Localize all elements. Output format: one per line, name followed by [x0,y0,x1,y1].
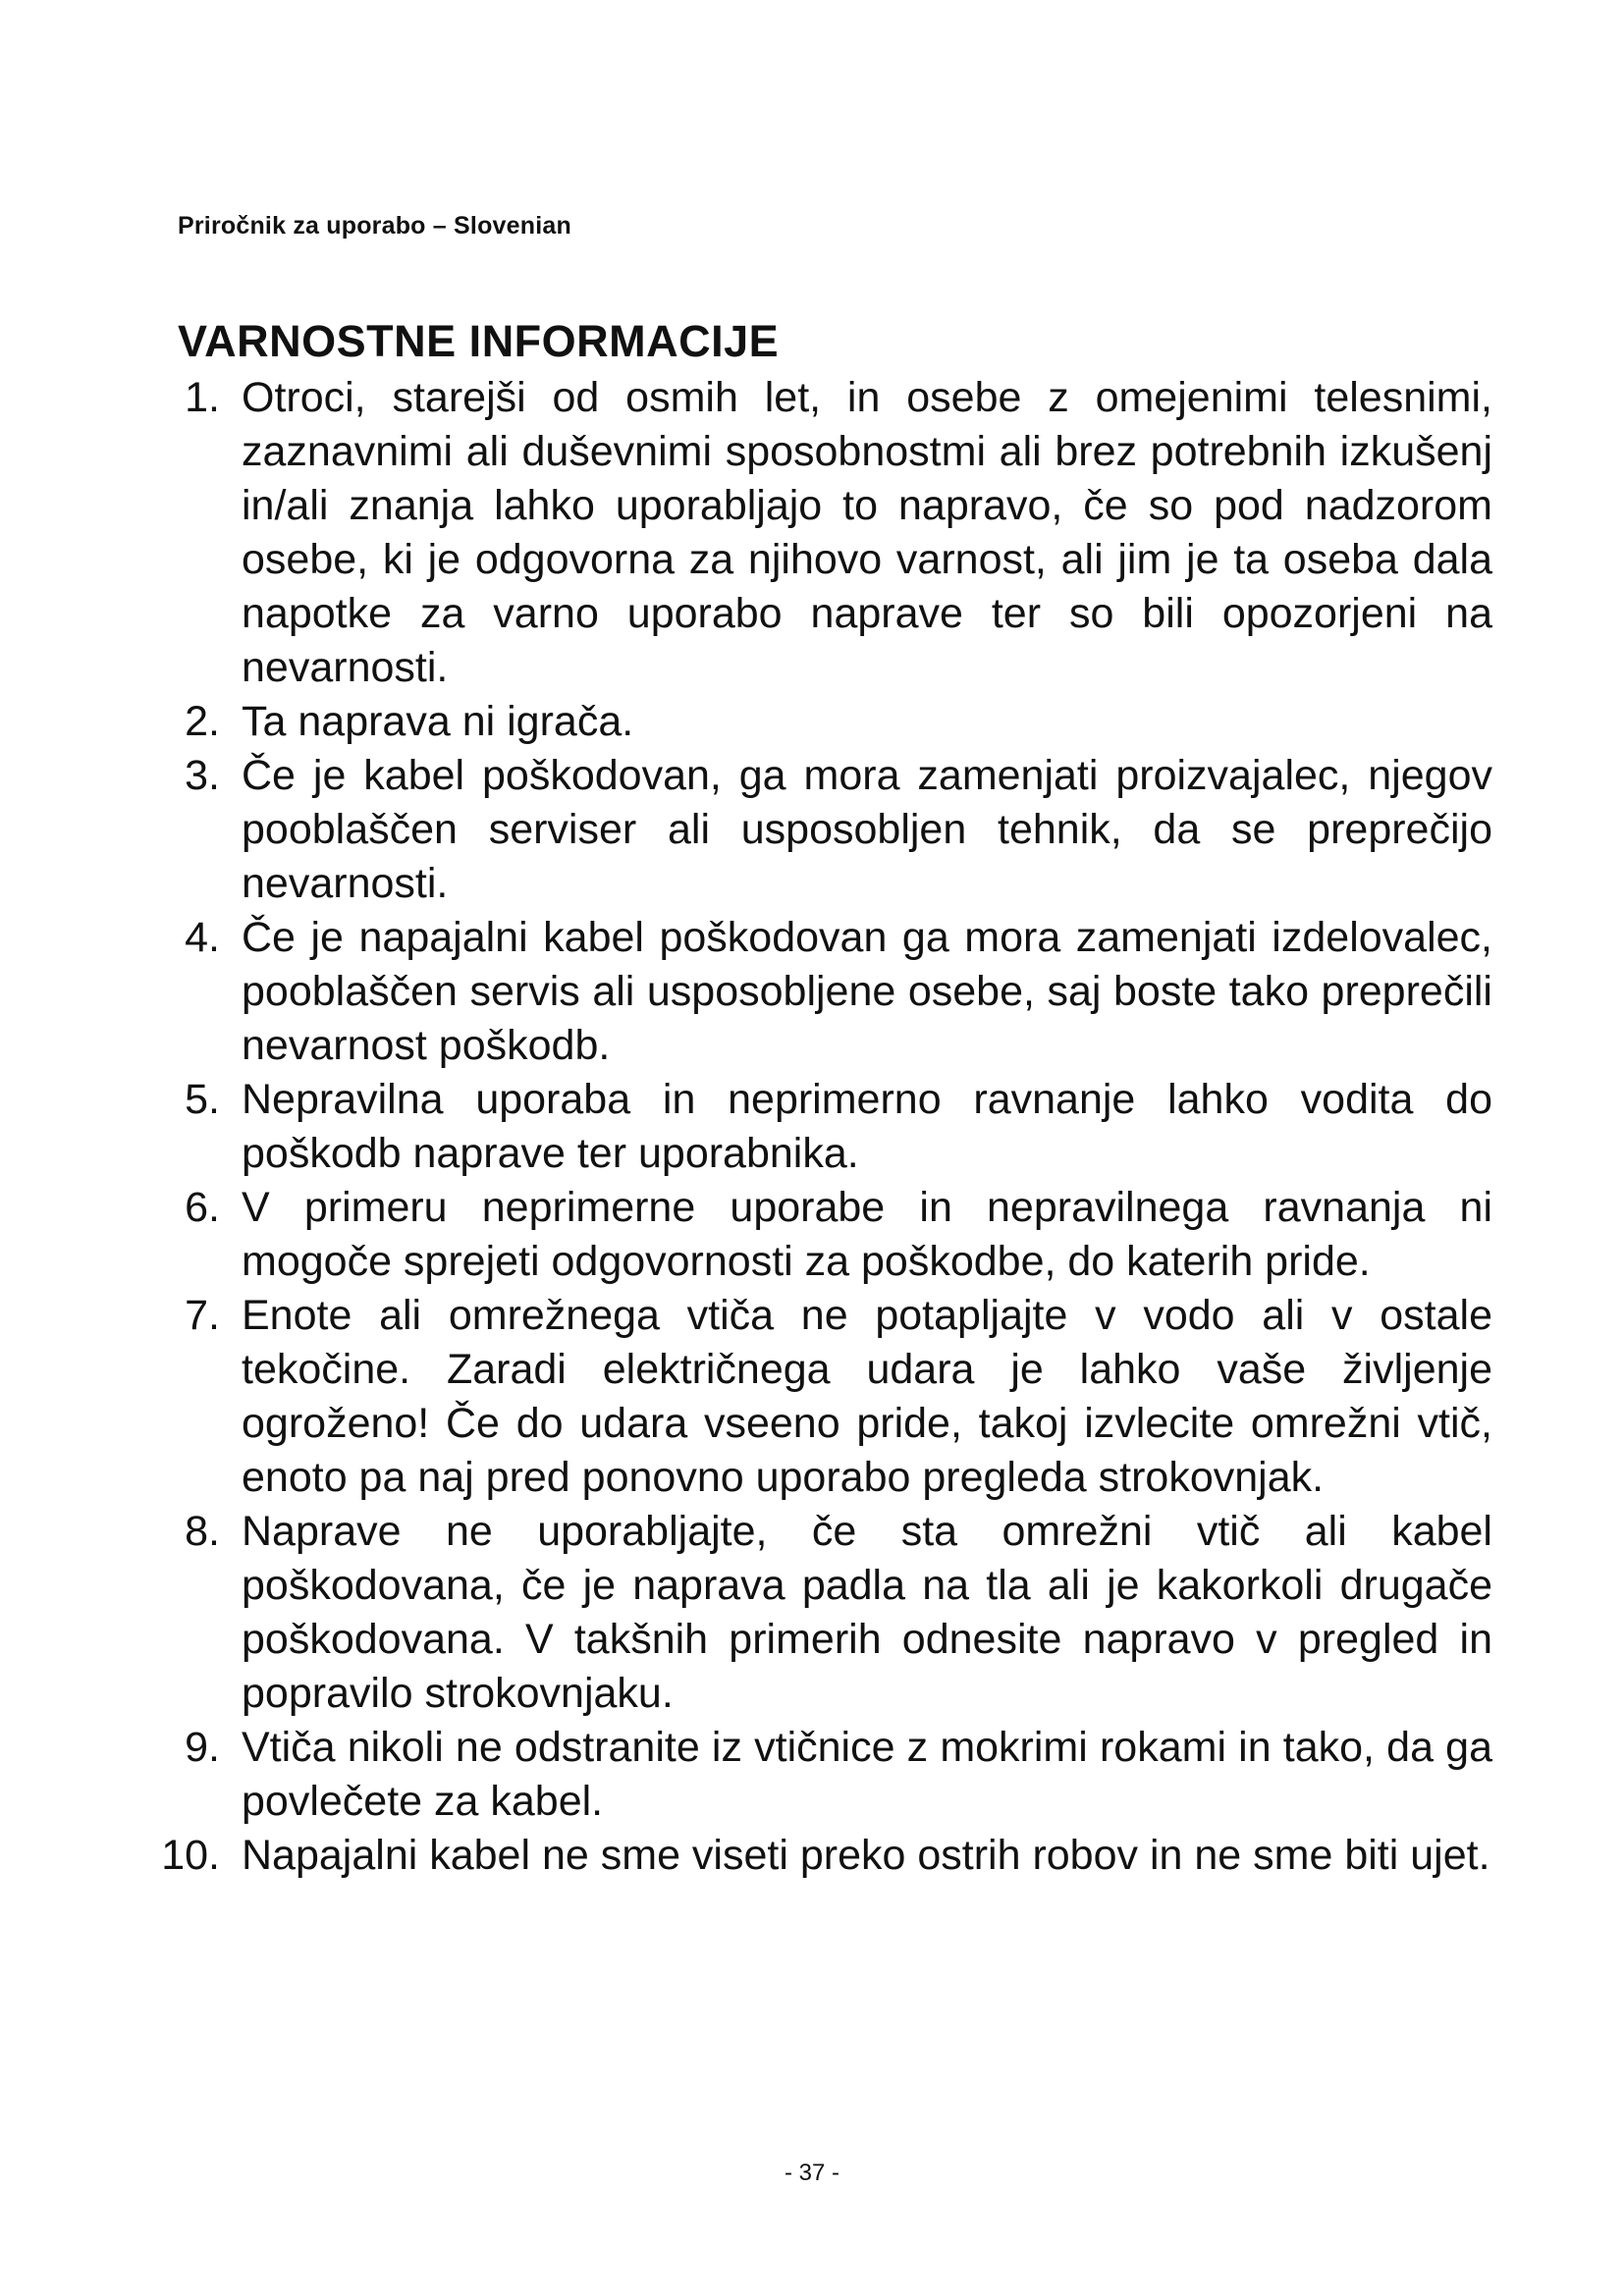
list-item [137,1829,1492,1883]
list-item [137,911,1492,1073]
list-item-text: Če je napajalni kabel poškodovan ga mora zamenjati izdelovalec, pooblaščen servis ali usposobljene osebe, saj boste tako preprečili nevarnost poškodb. [242,914,1492,1069]
list-item-text: Nepravilna uporaba in neprimerno ravnanje lahko vodita do poškodb naprave ter uporabnika. [242,1076,1492,1177]
list-item-number: 7. [185,1292,220,1339]
list-item-text: Če je kabel poškodovan, ga mora zamenjati proizvajalec, njegov pooblaščen serviser ali usposobljen tehnik, da se preprečijo nevarnosti. [242,752,1492,907]
list-item-text: Ta naprava ni igrača. [242,698,634,745]
list-item-number: 2. [185,698,220,745]
list-item-text: V primeru neprimerne uporabe in nepravilnega ravnanja ni mogoče sprejeti odgovornosti za poškodbe, do katerih pride. [242,1184,1492,1285]
list-item-number: 6. [185,1184,220,1231]
section-title: VARNOSTNE INFORMACIJE [178,316,780,366]
list-item-number: 4. [185,914,220,961]
list-item [137,749,1492,911]
list-item-number: 5. [185,1076,220,1123]
document-header: Priročnik za uporabo – Slovenian [178,212,571,240]
page-number: - 37 - [784,2160,839,2186]
list-item [137,1721,1492,1829]
list-item [137,695,1492,749]
list-item-number: 8. [185,1508,220,1555]
list-item [137,1181,1492,1289]
list-item [137,1505,1492,1721]
list-item [137,1073,1492,1181]
list-item-text: Napajalni kabel ne sme viseti preko ostrih robov in ne sme biti ujet. [242,1832,1490,1879]
list-item [137,371,1492,695]
list-item-number: 3. [185,752,220,799]
list-item-number: 10. [161,1832,220,1879]
list-item-text: Vtiča nikoli ne odstranite iz vtičnice z mokrimi rokami in tako, da ga povlečete za kabel. [242,1724,1492,1825]
list-item-number: 1. [185,374,220,421]
list-item-number: 9. [185,1724,220,1771]
safety-list [137,371,1492,1883]
list-item-text: Otroci, starejši od osmih let, in osebe z omejenimi telesnimi, zaznavnimi ali duševnimi sposobnostmi ali brez potrebnih izkušenj in/ali znanja lahko uporabljajo to napravo, če so pod nadzorom osebe, ki je odgovorna za njihovo varnost, ali jim je ta oseba dala napotke za varno uporabo naprave ter so bili opozorjeni na nevarnosti. [242,374,1492,691]
list-item-text: Naprave ne uporabljajte, če sta omrežni vtič ali kabel poškodovana, če je naprava padla na tla ali je kakorkoli drugače poškodovana. V takšnih primerih odnesite napravo v pregled in popravilo strokovnjaku. [242,1508,1492,1717]
list-item [137,1289,1492,1505]
list-item-text: Enote ali omrežnega vtiča ne potapljajte v vodo ali v ostale tekočine. Zaradi električnega udara je lahko vaše življenje ogroženo! Če do udara vseeno pride, takoj izvlecite omrežni vtič, enoto pa naj pred ponovno uporabo pregleda strokovnjak. [242,1292,1492,1501]
